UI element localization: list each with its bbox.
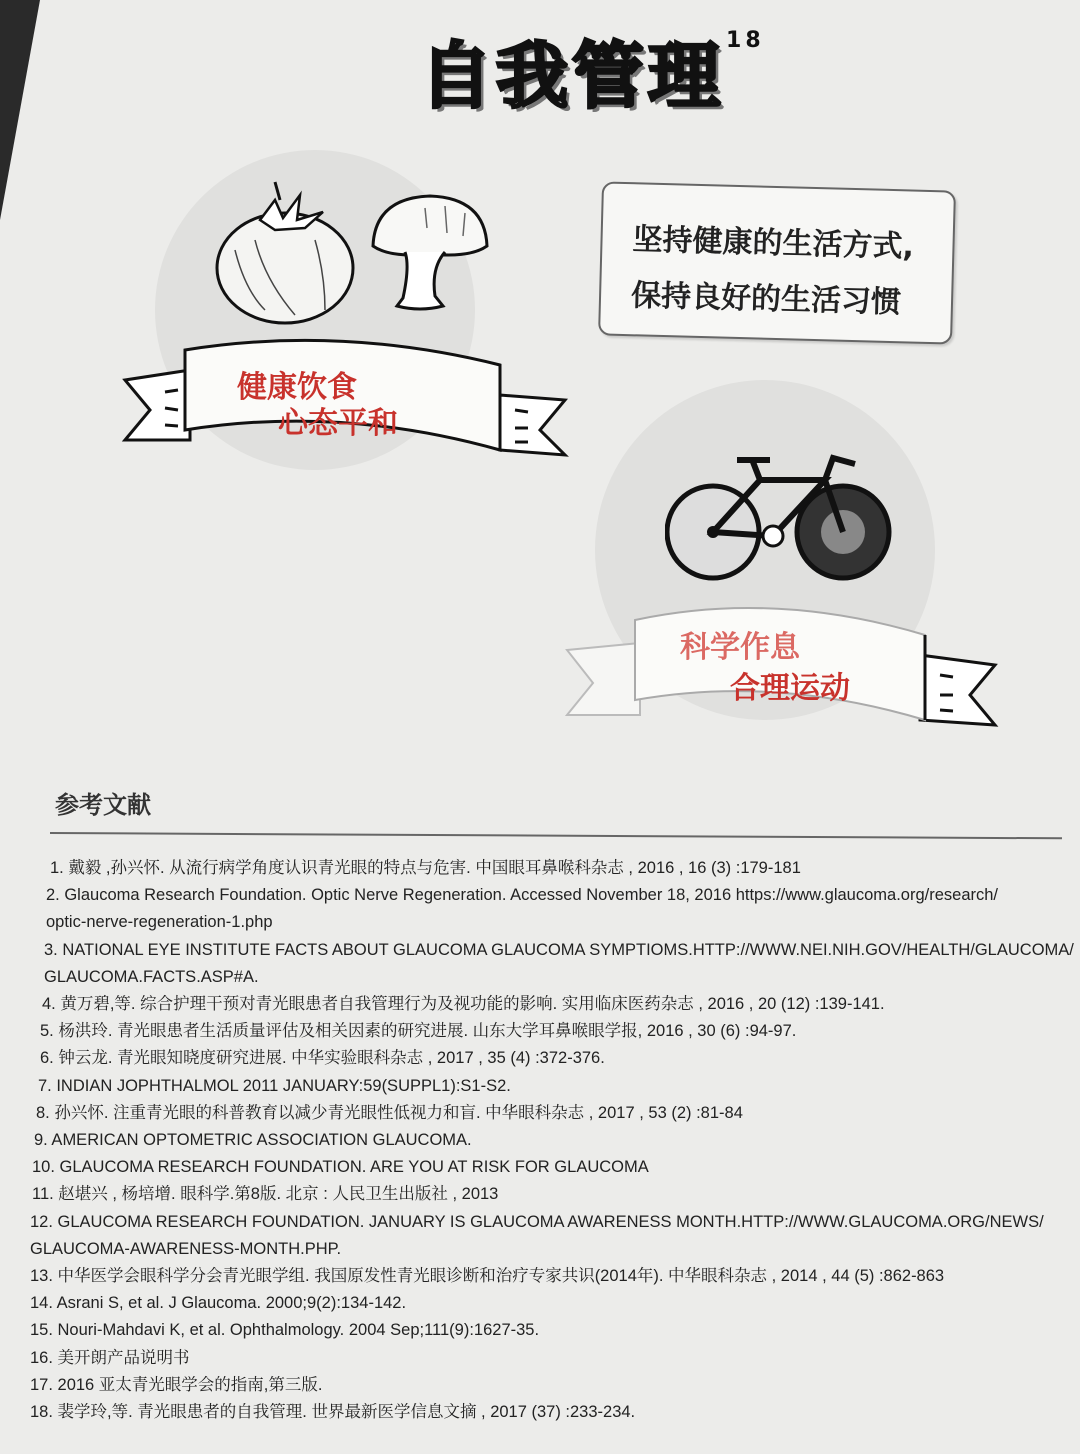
reference-item: 10. GLAUCOMA RESEARCH FOUNDATION. ARE YOU AT RISK FOR GLAUCOMA xyxy=(32,1158,649,1177)
page-title-text: 自我管理 xyxy=(420,34,725,118)
reference-item: 6. 钟云龙. 青光眼知晓度研究进展. 中华实验眼科杂志 , 2017 , 35 (4) :372-376. xyxy=(40,1049,605,1068)
reference-item: 3. NATIONAL EYE INSTITUTE FACTS ABOUT GLAUCOMA GLAUCOMA SYMPTIOMS.HTTP://WWW.NEI.NIH.GOV/HEALTH/GLAUCOMA/ xyxy=(44,940,1074,959)
reference-item: 9. AMERICAN OPTOMETRIC ASSOCIATION GLAUCOMA. xyxy=(34,1131,472,1150)
reference-item: 13. 中华医学会眼科学分会青光眼学组. 我国原发性青光眼诊断和治疗专家共识(2014年). 中华眼科杂志 , 2014 , 44 (5) :862-863 xyxy=(30,1267,945,1286)
reference-item: 14. Asrani S, et al. J Glaucoma. 2000;9(2):134-142. xyxy=(30,1294,407,1313)
motto-box xyxy=(598,181,956,344)
reference-item: optic-nerve-regeneration-1.php xyxy=(46,913,273,932)
page-title xyxy=(420,18,800,118)
reference-item: 16. 美开朗产品说明书 xyxy=(30,1348,190,1367)
reference-item: 12. GLAUCOMA RESEARCH FOUNDATION. JANUARY IS GLAUCOMA AWARENESS MONTH.HTTP://WWW.GLAUCOMA.ORG/NEWS/ xyxy=(30,1212,1044,1231)
references-divider xyxy=(50,832,1062,839)
banner-diet-line-2: 心态平和 xyxy=(278,406,398,441)
banner-exercise-line-1: 科学作息 xyxy=(680,630,800,665)
reference-item: 18. 裴学玲,等. 青光眼患者的自我管理. 世界最新医学信息文摘 , 2017 (37) :233-234. xyxy=(30,1403,636,1422)
motto-line-2: 保持良好的生活习惯 xyxy=(630,278,902,321)
reference-item: 4. 黄万碧,等. 综合护理干预对青光眼患者自我管理行为及视功能的影响. 实用临床医药杂志 , 2016 , 20 (12) :139-141. xyxy=(42,995,885,1014)
bicycle-icon xyxy=(665,450,895,585)
reference-item: GLAUCOMA-AWARENESS-MONTH.PHP. xyxy=(30,1239,342,1258)
reference-item: 11. 赵堪兴 , 杨培增. 眼科学.第8版. 北京 : 人民卫生出版社 , 2013 xyxy=(32,1185,499,1204)
reference-item: 15. Nouri-Mahdavi K, et al. Ophthalmology. 2004 Sep;111(9):1627-35. xyxy=(30,1321,540,1340)
mushroom-icon xyxy=(365,188,495,318)
motto-line-1: 坚持健康的生活方式, xyxy=(632,222,915,265)
title-reference-superscript: 18 xyxy=(726,28,765,53)
reference-item: 2. Glaucoma Research Foundation. Optic Nerve Regeneration. Accessed November 18, 2016 https://www.glaucoma.org/research/ xyxy=(46,886,998,905)
reference-item: 17. 2016 亚太青光眼学会的指南,第三版. xyxy=(30,1375,323,1394)
banner-diet-line-1: 健康饮食 xyxy=(237,370,357,405)
references-heading: 参考文献 xyxy=(55,791,151,819)
reference-item: GLAUCOMA.FACTS.ASP#A. xyxy=(44,967,259,986)
tomato-icon xyxy=(205,180,365,330)
page-shadow-corner xyxy=(0,0,40,220)
reference-item: 7. INDIAN JOPHTHALMOL 2011 JANUARY:59(SUPPL1):S1-S2. xyxy=(38,1076,511,1095)
banner-exercise-line-2: 合理运动 xyxy=(730,671,850,706)
reference-item: 5. 杨洪玲. 青光眼患者生活质量评估及相关因素的研究进展. 山东大学耳鼻喉眼学报, 2016 , 30 (6) :94-97. xyxy=(40,1022,797,1041)
references-list xyxy=(30,855,1074,1426)
reference-item: 8. 孙兴怀. 注重青光眼的科普教育以减少青光眼性低视力和盲. 中华眼科杂志 , 2017 , 53 (2) :81-84 xyxy=(36,1103,743,1122)
reference-item: 1. 戴毅 ,孙兴怀. 从流行病学角度认识青光眼的特点与危害. 中国眼耳鼻喉科杂志 , 2016 , 16 (3) :179-181 xyxy=(50,859,801,877)
